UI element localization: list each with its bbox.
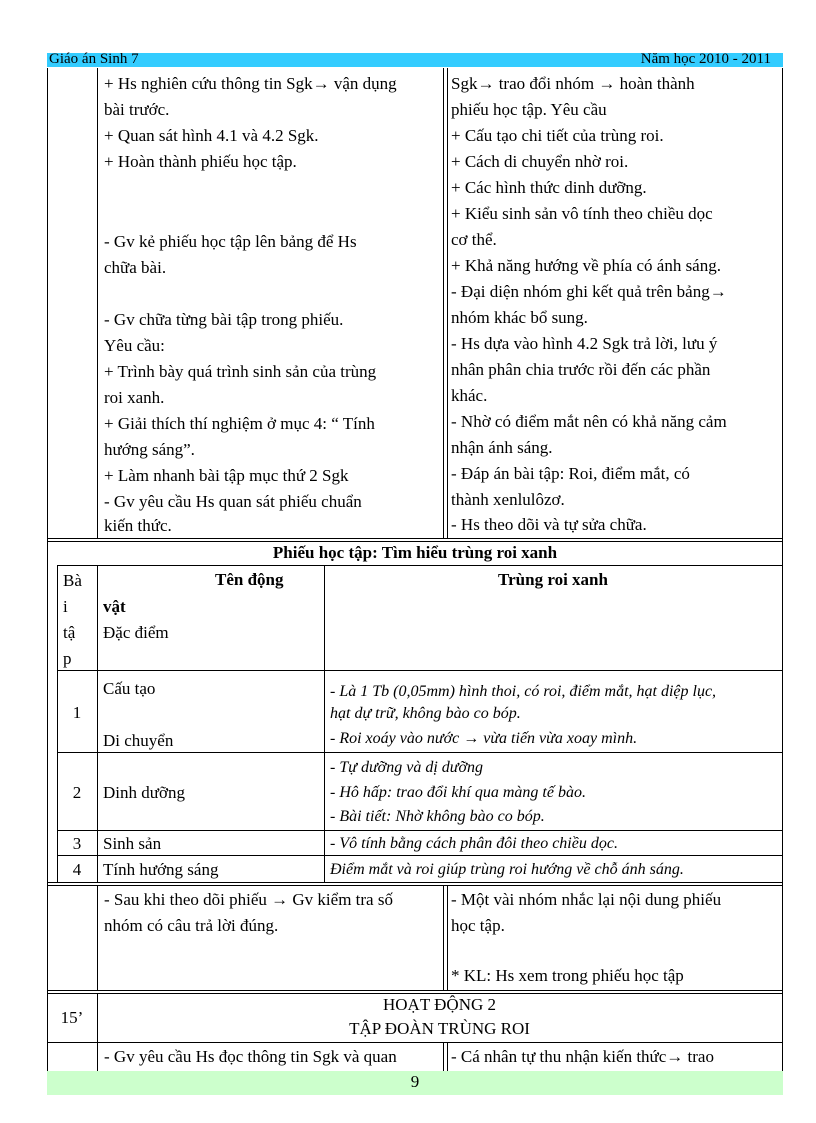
detail-cell: hạt dự trữ, không bào co bóp. bbox=[330, 705, 521, 722]
activity-title: HOẠT ĐỘNG 2 bbox=[382, 995, 496, 1014]
text-line: Sgk→ trao đổi nhóm → hoàn thành bbox=[451, 74, 695, 93]
text-line: học tập. bbox=[451, 916, 505, 935]
text-line: + Hoàn thành phiếu học tập. bbox=[104, 152, 297, 171]
text-line: - Gv chữa từng bài tập trong phiếu. bbox=[104, 310, 344, 329]
text-line: + Giải thích thí nghiệm ở mục 4: “ Tính bbox=[104, 414, 375, 433]
row-number: 4 bbox=[72, 860, 82, 879]
text-line: - Gv yêu cầu Hs quan sát phiếu chuẩn bbox=[104, 492, 362, 511]
text-line: nhân phân chia trước rồi đến các phần bbox=[451, 360, 711, 379]
text-line: nhóm khác bổ sung. bbox=[451, 308, 588, 327]
page-number: 9 bbox=[410, 1072, 420, 1091]
feature-cell: Dinh dưỡng bbox=[103, 783, 185, 802]
text-line: chữa bài. bbox=[104, 258, 167, 277]
detail-cell: - Tự dưỡng và dị dưỡng bbox=[330, 759, 484, 776]
header-right: Năm học 2010 - 2011 bbox=[640, 51, 771, 67]
detail-cell: - Vô tính bằng cách phân đôi theo chiều dọc. bbox=[330, 835, 618, 852]
text-line: + Quan sát hình 4.1 và 4.2 Sgk. bbox=[104, 126, 319, 145]
detail-cell: Điểm mắt và roi giúp trùng roi hướng về chỗ ánh sáng. bbox=[330, 861, 684, 878]
detail-cell: - Roi xoáy vào nước → vừa tiến vừa xoay mình. bbox=[330, 730, 638, 747]
text-line: nhận ánh sáng. bbox=[451, 438, 553, 457]
row-number: 2 bbox=[72, 783, 82, 802]
text-line: - Nhờ có điểm mắt nên có khả năng cảm bbox=[451, 412, 727, 431]
text-line: Yêu cầu: bbox=[104, 336, 165, 355]
text-line: + Khả năng hướng về phía có ánh sáng. bbox=[451, 256, 721, 275]
text-line: - Đại diện nhóm ghi kết quả trên bảng→ bbox=[451, 282, 727, 301]
page-footer bbox=[47, 1071, 783, 1095]
text-line: kiến thức. bbox=[104, 516, 172, 535]
text-line: - Gv yêu cầu Hs đọc thông tin Sgk và quan bbox=[104, 1047, 397, 1066]
text-line: bài trước. bbox=[104, 100, 170, 119]
header-cell: tậ bbox=[63, 623, 76, 642]
text-line: * KL: Hs xem trong phiếu học tập bbox=[451, 966, 684, 985]
text-line: khác. bbox=[451, 386, 488, 405]
header-cell: vật bbox=[103, 597, 126, 616]
feature-cell: Cấu tạo bbox=[103, 679, 156, 698]
text-line: - Đáp án bài tập: Roi, điểm mắt, có bbox=[451, 464, 690, 483]
text-line: - Gv kẻ phiếu học tập lên bảng để Hs bbox=[104, 232, 357, 251]
text-line: + Các hình thức dinh dưỡng. bbox=[451, 178, 647, 197]
page-header bbox=[47, 53, 783, 67]
header-cell: Đặc điểm bbox=[103, 623, 169, 642]
feature-cell: Tính hướng sáng bbox=[103, 860, 219, 879]
worksheet-title: Phiếu học tập: Tìm hiểu trùng roi xanh bbox=[272, 543, 558, 562]
text-line: + Cách di chuyển nhờ roi. bbox=[451, 152, 629, 171]
feature-cell: Di chuyển bbox=[103, 731, 174, 750]
text-line: - Hs dựa vào hình 4.2 Sgk trả lời, lưu ý bbox=[451, 334, 718, 353]
text-line: + Trình bày quá trình sinh sản của trùng bbox=[104, 362, 377, 381]
detail-cell: - Bài tiết: Nhờ không bào co bóp. bbox=[330, 808, 545, 825]
text-line: cơ thể. bbox=[451, 230, 497, 249]
activity-time: 15’ bbox=[60, 1008, 84, 1027]
text-line: roi xanh. bbox=[104, 388, 165, 407]
header-cell: Trùng roi xanh bbox=[498, 570, 608, 589]
text-line: nhóm có câu trả lời đúng. bbox=[104, 916, 279, 935]
text-line: - Hs theo dõi và tự sửa chữa. bbox=[451, 515, 647, 534]
text-line: + Cấu tạo chi tiết của trùng roi. bbox=[451, 126, 664, 145]
activity-subtitle: TẬP ĐOÀN TRÙNG ROI bbox=[349, 1019, 530, 1038]
text-line: + Kiểu sinh sản vô tính theo chiều dọc bbox=[451, 204, 713, 223]
text-line: - Một vài nhóm nhắc lại nội dung phiếu bbox=[451, 890, 722, 909]
text-line: - Cá nhân tự thu nhận kiến thức→ trao bbox=[451, 1047, 714, 1066]
row-number: 3 bbox=[72, 834, 82, 853]
text-line: thành xenlulôzơ. bbox=[451, 490, 565, 509]
row-number: 1 bbox=[72, 703, 82, 722]
header-cell: Bà bbox=[63, 571, 82, 590]
text-line: - Sau khi theo dõi phiếu → Gv kiểm tra số bbox=[104, 890, 393, 909]
header-cell: p bbox=[63, 649, 72, 668]
text-line: phiếu học tập. Yêu cầu bbox=[451, 100, 607, 119]
detail-cell: - Hô hấp: trao đổi khí qua màng tế bào. bbox=[330, 784, 586, 801]
header-left: Giáo án Sinh 7 bbox=[49, 51, 139, 67]
text-line: + Làm nhanh bài tập mục thứ 2 Sgk bbox=[104, 466, 349, 485]
header-cell: Tên động bbox=[215, 570, 284, 589]
text-line: hướng sáng”. bbox=[104, 440, 195, 459]
text-line: + Hs nghiên cứu thông tin Sgk→ vận dụng bbox=[104, 74, 397, 93]
feature-cell: Sinh sản bbox=[103, 834, 162, 853]
header-cell: i bbox=[63, 597, 68, 616]
detail-cell: - Là 1 Tb (0,05mm) hình thoi, có roi, điểm mắt, hạt diệp lục, bbox=[330, 683, 717, 700]
